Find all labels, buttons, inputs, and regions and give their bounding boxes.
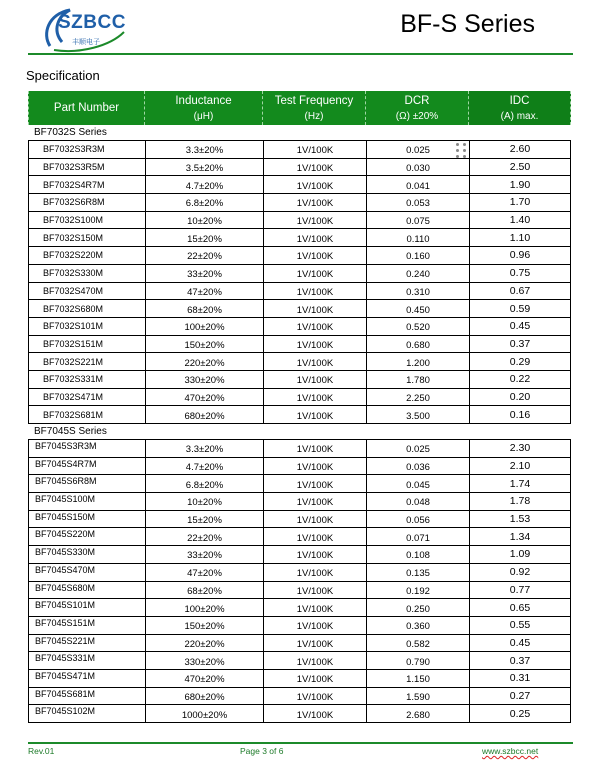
cell-inductance: 680±20%	[145, 406, 263, 423]
cell-inductance: 68±20%	[145, 300, 263, 317]
cell-test-frequency: 1V/100K	[263, 159, 366, 176]
col-dcr-unit: (Ω) ±20%	[395, 111, 439, 122]
table-row	[28, 688, 571, 706]
cell-test-frequency: 1V/100K	[263, 353, 366, 370]
cell-idc: 0.22	[469, 371, 571, 388]
table-row	[28, 212, 571, 230]
table-row	[28, 528, 571, 546]
cell-test-frequency: 1V/100K	[263, 617, 366, 634]
group-rows-bf7032s	[28, 141, 571, 424]
cell-test-frequency: 1V/100K	[263, 247, 366, 264]
cell-idc: 0.67	[469, 283, 571, 300]
cell-test-frequency: 1V/100K	[263, 176, 366, 193]
table-row	[28, 564, 571, 582]
cell-part-number: BF7032S681M	[28, 406, 145, 423]
cell-test-frequency: 1V/100K	[263, 546, 366, 563]
table-row	[28, 406, 571, 424]
cell-part-number: BF7045S330M	[28, 546, 145, 563]
page-header	[0, 0, 595, 62]
cell-inductance: 47±20%	[145, 283, 263, 300]
cell-inductance: 330±20%	[145, 652, 263, 669]
cell-part-number: BF7032S330M	[28, 265, 145, 282]
cell-part-number: BF7032S6R8M	[28, 194, 145, 211]
cell-part-number: BF7032S471M	[28, 389, 145, 406]
col-inductance	[145, 91, 263, 125]
spec-table	[28, 91, 571, 723]
table-row	[28, 318, 571, 336]
cell-dcr: 1.780	[366, 371, 469, 388]
logo-text: SZBCC	[58, 12, 126, 33]
table-row	[28, 617, 571, 635]
cell-test-frequency: 1V/100K	[263, 493, 366, 510]
cell-test-frequency: 1V/100K	[263, 688, 366, 705]
cell-dcr: 0.030	[366, 159, 469, 176]
cell-part-number: BF7045S102M	[28, 705, 145, 722]
col-part-number	[28, 91, 145, 125]
cell-test-frequency: 1V/100K	[263, 318, 366, 335]
col-test-frequency	[263, 91, 366, 125]
table-header	[28, 91, 571, 125]
table-row	[28, 176, 571, 194]
cell-idc: 0.92	[469, 564, 571, 581]
cell-idc: 2.10	[469, 458, 571, 475]
cell-dcr: 0.360	[366, 617, 469, 634]
cell-idc: 2.50	[469, 159, 571, 176]
cell-dcr: 1.150	[366, 670, 469, 687]
cell-dcr: 2.250	[366, 389, 469, 406]
cell-idc: 0.25	[469, 705, 571, 722]
cell-test-frequency: 1V/100K	[263, 582, 366, 599]
cell-inductance: 22±20%	[145, 528, 263, 545]
table-row	[28, 440, 571, 458]
group-label-bf7045s: BF7045S Series	[28, 424, 571, 440]
cell-inductance: 680±20%	[145, 688, 263, 705]
table-row	[28, 511, 571, 529]
footer-page: Page 3 of 6	[240, 746, 284, 756]
cell-part-number: BF7032S3R3M	[28, 141, 145, 158]
cell-dcr: 0.025	[366, 141, 469, 158]
cell-inductance: 150±20%	[145, 617, 263, 634]
col-dcr-label: DCR	[404, 95, 430, 107]
table-row	[28, 159, 571, 177]
footer-rev: Rev.01	[28, 746, 55, 756]
cell-idc: 1.34	[469, 528, 571, 545]
cell-dcr: 0.108	[366, 546, 469, 563]
cell-idc: 0.59	[469, 300, 571, 317]
col-inductance-label: Inductance	[175, 95, 232, 107]
cell-part-number: BF7032S100M	[28, 212, 145, 229]
cell-dcr: 0.071	[366, 528, 469, 545]
cell-inductance: 220±20%	[145, 353, 263, 370]
cell-inductance: 3.5±20%	[145, 159, 263, 176]
col-part-number-label: Part Number	[53, 102, 120, 114]
cell-idc: 0.27	[469, 688, 571, 705]
cell-test-frequency: 1V/100K	[263, 564, 366, 581]
cell-dcr: 2.680	[366, 705, 469, 722]
cell-idc: 1.40	[469, 212, 571, 229]
table-row	[28, 635, 571, 653]
cell-idc: 0.65	[469, 599, 571, 616]
cell-inductance: 330±20%	[145, 371, 263, 388]
table-row	[28, 141, 571, 159]
table-row	[28, 652, 571, 670]
table-row	[28, 705, 571, 723]
spec-title: Specification	[26, 68, 100, 83]
cell-inductance: 10±20%	[145, 212, 263, 229]
table-row	[28, 389, 571, 407]
cell-test-frequency: 1V/100K	[263, 528, 366, 545]
cell-dcr: 0.053	[366, 194, 469, 211]
cell-part-number: BF7045S681M	[28, 688, 145, 705]
cell-idc: 0.29	[469, 353, 571, 370]
cell-idc: 2.30	[469, 440, 571, 457]
col-test-frequency-label: Test Frequency	[274, 95, 354, 107]
cell-part-number: BF7045S151M	[28, 617, 145, 634]
cell-inductance: 15±20%	[145, 511, 263, 528]
cell-part-number: BF7032S220M	[28, 247, 145, 264]
cell-dcr: 0.160	[366, 247, 469, 264]
cell-dcr: 0.025	[366, 440, 469, 457]
cell-inductance: 68±20%	[145, 582, 263, 599]
table-row	[28, 493, 571, 511]
cell-dcr: 0.041	[366, 176, 469, 193]
table-row	[28, 247, 571, 265]
cell-test-frequency: 1V/100K	[263, 265, 366, 282]
col-test-frequency-unit: (Hz)	[304, 111, 324, 122]
cell-test-frequency: 1V/100K	[263, 283, 366, 300]
drag-handle-icon[interactable]	[456, 143, 468, 159]
cell-inductance: 100±20%	[145, 318, 263, 335]
col-idc-label: IDC	[509, 95, 530, 107]
cell-inductance: 6.8±20%	[145, 194, 263, 211]
table-row	[28, 229, 571, 247]
cell-dcr: 0.056	[366, 511, 469, 528]
col-dcr	[366, 91, 469, 125]
cell-dcr: 1.200	[366, 353, 469, 370]
cell-idc: 0.96	[469, 247, 571, 264]
footer-divider	[28, 742, 573, 744]
cell-part-number: BF7032S680M	[28, 300, 145, 317]
cell-part-number: BF7045S4R7M	[28, 458, 145, 475]
footer-website-link[interactable]: www.szbcc.net	[482, 746, 539, 756]
cell-test-frequency: 1V/100K	[263, 141, 366, 158]
table-row	[28, 599, 571, 617]
group-label-bf7032s: BF7032S Series	[28, 125, 571, 141]
col-idc	[469, 91, 571, 125]
cell-idc: 1.78	[469, 493, 571, 510]
cell-dcr: 0.250	[366, 599, 469, 616]
cell-part-number: BF7045S471M	[28, 670, 145, 687]
cell-idc: 0.16	[469, 406, 571, 423]
cell-part-number: BF7045S100M	[28, 493, 145, 510]
table-row	[28, 582, 571, 600]
cell-idc: 1.53	[469, 511, 571, 528]
cell-dcr: 0.240	[366, 265, 469, 282]
table-row	[28, 546, 571, 564]
table-row	[28, 336, 571, 354]
cell-dcr: 0.045	[366, 475, 469, 492]
cell-dcr: 0.310	[366, 283, 469, 300]
cell-idc: 0.77	[469, 582, 571, 599]
cell-inductance: 100±20%	[145, 599, 263, 616]
cell-dcr: 0.036	[366, 458, 469, 475]
cell-test-frequency: 1V/100K	[263, 652, 366, 669]
cell-part-number: BF7032S150M	[28, 229, 145, 246]
cell-part-number: BF7045S3R3M	[28, 440, 145, 457]
cell-dcr: 1.590	[366, 688, 469, 705]
header-divider	[28, 53, 573, 55]
cell-dcr: 0.680	[366, 336, 469, 353]
cell-idc: 0.45	[469, 318, 571, 335]
group-rows-bf7045s	[28, 440, 571, 723]
cell-part-number: BF7045S150M	[28, 511, 145, 528]
cell-inductance: 470±20%	[145, 389, 263, 406]
cell-inductance: 3.3±20%	[145, 440, 263, 457]
cell-inductance: 47±20%	[145, 564, 263, 581]
cell-idc: 1.10	[469, 229, 571, 246]
cell-part-number: BF7032S331M	[28, 371, 145, 388]
cell-inductance: 1000±20%	[145, 705, 263, 722]
cell-test-frequency: 1V/100K	[263, 229, 366, 246]
cell-part-number: BF7045S6R8M	[28, 475, 145, 492]
cell-part-number: BF7045S220M	[28, 528, 145, 545]
cell-part-number: BF7045S221M	[28, 635, 145, 652]
cell-idc: 0.31	[469, 670, 571, 687]
cell-inductance: 4.7±20%	[145, 176, 263, 193]
cell-idc: 0.55	[469, 617, 571, 634]
cell-test-frequency: 1V/100K	[263, 336, 366, 353]
logo-subtext: 丰顺电子	[72, 38, 100, 46]
cell-inductance: 6.8±20%	[145, 475, 263, 492]
cell-dcr: 3.500	[366, 406, 469, 423]
cell-dcr: 0.192	[366, 582, 469, 599]
cell-inductance: 10±20%	[145, 493, 263, 510]
cell-inductance: 150±20%	[145, 336, 263, 353]
cell-inductance: 33±20%	[145, 546, 263, 563]
cell-test-frequency: 1V/100K	[263, 194, 366, 211]
cell-dcr: 0.048	[366, 493, 469, 510]
col-idc-unit: (A) max.	[500, 111, 539, 122]
cell-idc: 1.70	[469, 194, 571, 211]
cell-inductance: 33±20%	[145, 265, 263, 282]
cell-part-number: BF7032S151M	[28, 336, 145, 353]
cell-part-number: BF7045S470M	[28, 564, 145, 581]
table-row	[28, 194, 571, 212]
cell-idc: 0.37	[469, 336, 571, 353]
cell-idc: 0.45	[469, 635, 571, 652]
cell-part-number: BF7032S470M	[28, 283, 145, 300]
cell-test-frequency: 1V/100K	[263, 475, 366, 492]
cell-inductance: 470±20%	[145, 670, 263, 687]
cell-idc: 2.60	[469, 141, 571, 158]
cell-inductance: 3.3±20%	[145, 141, 263, 158]
cell-part-number: BF7045S331M	[28, 652, 145, 669]
cell-test-frequency: 1V/100K	[263, 300, 366, 317]
cell-test-frequency: 1V/100K	[263, 389, 366, 406]
table-row	[28, 475, 571, 493]
cell-part-number: BF7032S3R5M	[28, 159, 145, 176]
cell-part-number: BF7032S101M	[28, 318, 145, 335]
table-row	[28, 371, 571, 389]
cell-part-number: BF7032S4R7M	[28, 176, 145, 193]
cell-idc: 0.37	[469, 652, 571, 669]
cell-test-frequency: 1V/100K	[263, 458, 366, 475]
cell-part-number: BF7045S101M	[28, 599, 145, 616]
cell-inductance: 22±20%	[145, 247, 263, 264]
table-row	[28, 353, 571, 371]
cell-idc: 1.74	[469, 475, 571, 492]
cell-test-frequency: 1V/100K	[263, 440, 366, 457]
series-title: BF-S Series	[400, 10, 535, 38]
cell-idc: 0.75	[469, 265, 571, 282]
cell-test-frequency: 1V/100K	[263, 599, 366, 616]
cell-test-frequency: 1V/100K	[263, 670, 366, 687]
cell-inductance: 15±20%	[145, 229, 263, 246]
cell-test-frequency: 1V/100K	[263, 635, 366, 652]
cell-dcr: 0.790	[366, 652, 469, 669]
cell-dcr: 0.075	[366, 212, 469, 229]
cell-idc: 0.20	[469, 389, 571, 406]
col-inductance-unit: (μH)	[193, 111, 214, 122]
cell-dcr: 0.135	[366, 564, 469, 581]
table-row	[28, 670, 571, 688]
cell-test-frequency: 1V/100K	[263, 212, 366, 229]
cell-test-frequency: 1V/100K	[263, 406, 366, 423]
cell-test-frequency: 1V/100K	[263, 371, 366, 388]
cell-part-number: BF7045S680M	[28, 582, 145, 599]
cell-dcr: 0.110	[366, 229, 469, 246]
table-row	[28, 458, 571, 476]
cell-inductance: 220±20%	[145, 635, 263, 652]
cell-dcr: 0.520	[366, 318, 469, 335]
cell-part-number: BF7032S221M	[28, 353, 145, 370]
cell-dcr: 0.582	[366, 635, 469, 652]
table-row	[28, 265, 571, 283]
cell-dcr: 0.450	[366, 300, 469, 317]
cell-idc: 1.90	[469, 176, 571, 193]
table-row	[28, 300, 571, 318]
cell-test-frequency: 1V/100K	[263, 511, 366, 528]
company-logo	[40, 6, 128, 54]
cell-test-frequency: 1V/100K	[263, 705, 366, 722]
table-row	[28, 283, 571, 301]
cell-inductance: 4.7±20%	[145, 458, 263, 475]
cell-idc: 1.09	[469, 546, 571, 563]
